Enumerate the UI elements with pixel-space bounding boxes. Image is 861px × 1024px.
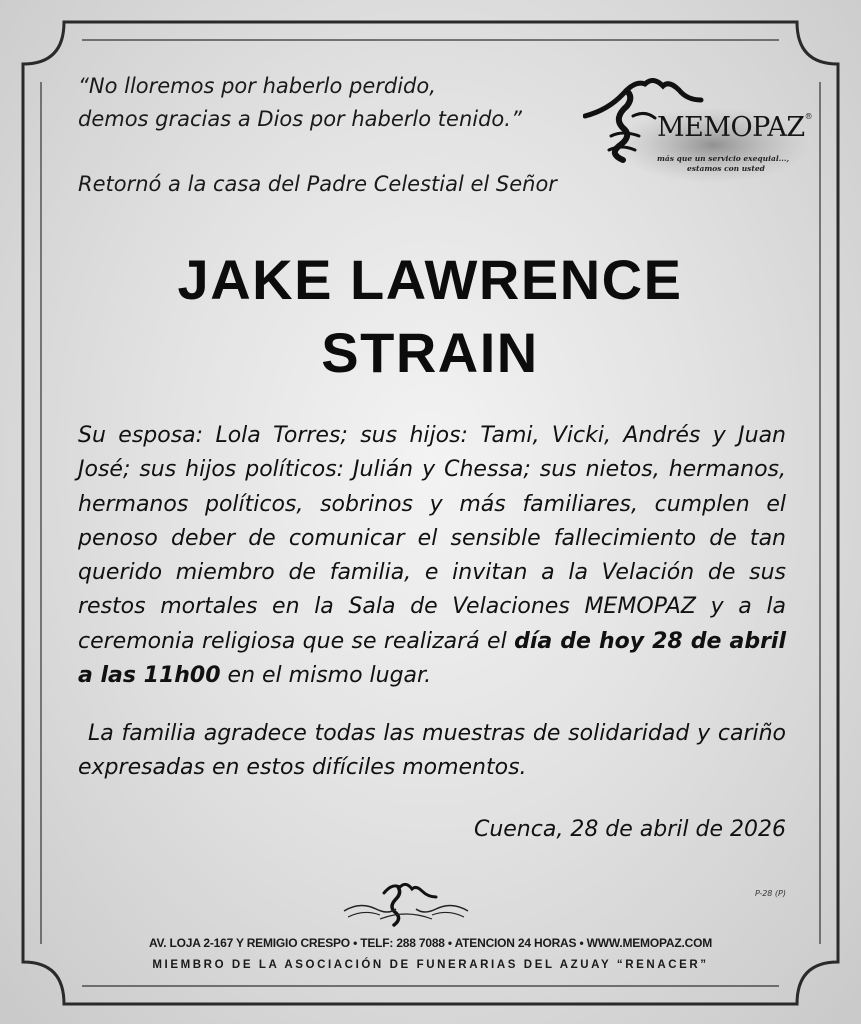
footer-association: MIEMBRO DE LA ASOCIACIÓN DE FUNERARIAS DEL AZUAY “RENACER” (152, 959, 709, 971)
body-text-highlight: día de hoy 28 de abril a las 11h00 (78, 628, 787, 689)
deceased-name-line-1: JAKE LAWRENCE (177, 248, 683, 311)
reference-code: P-28 (P) (754, 889, 786, 898)
quote-line-1: “No lloremos por haberlo perdido, (78, 74, 436, 98)
intro-text: Retornó a la casa del Padre Celestial el Señor (78, 172, 557, 196)
place-date: Cuenca, 28 de abril de 2026 (473, 817, 786, 842)
announcement-body (78, 419, 786, 693)
footer-address: AV. LOJA 2-167 Y REMIGIO CRESPO • TELF: 288 7088 • ATENCION 24 HORAS • WWW.MEMOPAZ.COM (148, 936, 713, 950)
ornament-logo-icon (340, 879, 472, 929)
quote (78, 70, 522, 136)
body-text-start: Su esposa: Lola Torres; sus hijos: Tami, Vicki, Andrés y Juan José; sus hijos políticos: Julián y Chessa; sus nietos, hermanos, hermanos políticos, sobrinos y más familiares, cumplen el penoso deber de comunicar el sensible fallecimiento de tan querido miembro de familia, e invitan a la Velación de sus restos mortales en la Sala de Velaciones MEMOPAZ y a la ceremonia religiosa que se realizará el (78, 423, 786, 654)
deceased-name-line-2: STRAIN (321, 321, 539, 384)
logo-tagline-2: estamos con usted (687, 164, 765, 173)
body-text-end: en el mismo lugar. (220, 663, 432, 689)
thanks-text: La familia agradece todas las muestras de solidaridad y cariño expresadas en estos difíciles momentos. (78, 721, 786, 781)
logo-name: MEMOPAZ® (657, 112, 813, 143)
quote-line-2: demos gracias a Dios por haberlo tenido.” (78, 107, 522, 131)
logo-tagline-1: más que un servicio exequial..., (657, 154, 790, 163)
memopaz-logo (583, 70, 813, 185)
